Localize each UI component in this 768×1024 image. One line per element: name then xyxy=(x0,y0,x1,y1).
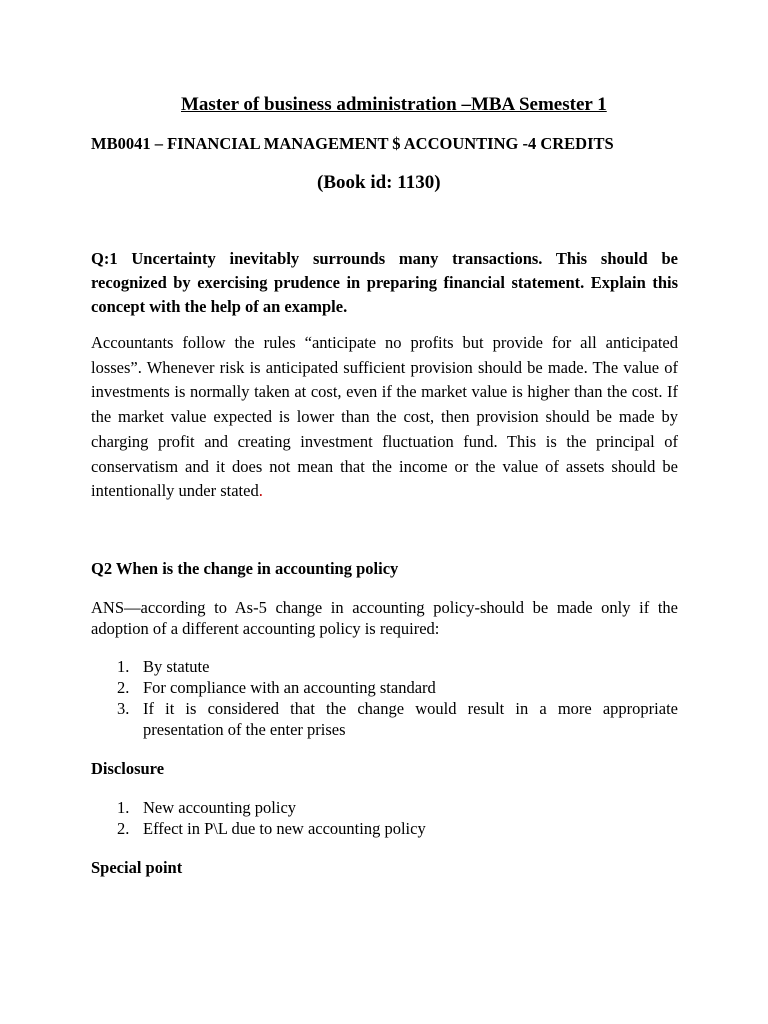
answer-1-text: Accountants follow the rules “anticipate no profits but provide for all anticipated losses”. Whenever risk is anticipated sufficient provision should be made. The value of investments is normally taken at cost, even if the market value is higher than the cost. If the market value expected is lower than the cost, then provision should be made by charging profit and creating investment fluctuation fund. This is the principal of conservatism and it does not mean that the income or the value of assets should be intentionally under stated xyxy=(91,333,678,501)
course-code-line: MB0041 – FINANCIAL MANAGEMENT $ ACCOUNTING -4 CREDITS xyxy=(91,134,614,153)
list-item-text: By statute xyxy=(143,657,210,676)
list-item xyxy=(117,698,678,740)
book-id: (Book id: 1130) xyxy=(317,172,441,193)
special-point-heading: Special point xyxy=(91,858,183,877)
answer-1-end-period: . xyxy=(258,481,263,501)
disclosure-list xyxy=(117,797,678,839)
list-item-number: 1. xyxy=(117,798,130,817)
list-item xyxy=(117,797,678,818)
policy-change-list xyxy=(117,656,678,740)
list-item xyxy=(117,677,678,698)
list-item-number: 2. xyxy=(117,819,130,838)
list-item-number: 3. xyxy=(117,699,130,718)
list-item-text: For compliance with an accounting standard xyxy=(143,678,436,697)
list-item-text: If it is considered that the change would result in a more appropriate presentation of the enter prises xyxy=(143,699,678,739)
list-item-text: New accounting policy xyxy=(143,798,297,817)
question-2: Q2 When is the change in accounting policy xyxy=(91,559,399,578)
answer-2: ANS—according to As-5 change in accounting policy-should be made only if the adoption of a different accounting policy is required: xyxy=(91,598,678,638)
list-item-number: 2. xyxy=(117,678,130,697)
list-item xyxy=(117,656,678,677)
list-item-number: 1. xyxy=(117,657,130,676)
disclosure-heading: Disclosure xyxy=(91,759,165,778)
document-title: Master of business administration –MBA Semester 1 xyxy=(181,94,607,115)
list-item-text: Effect in P\L due to new accounting policy xyxy=(143,819,426,838)
answer-1 xyxy=(91,331,678,504)
question-1: Q:1 Uncertainty inevitably surrounds many transactions. This should be recognized by exercising prudence in preparing financial statement. Explain this concept with the help of an example. xyxy=(91,249,678,316)
list-item xyxy=(117,818,678,839)
